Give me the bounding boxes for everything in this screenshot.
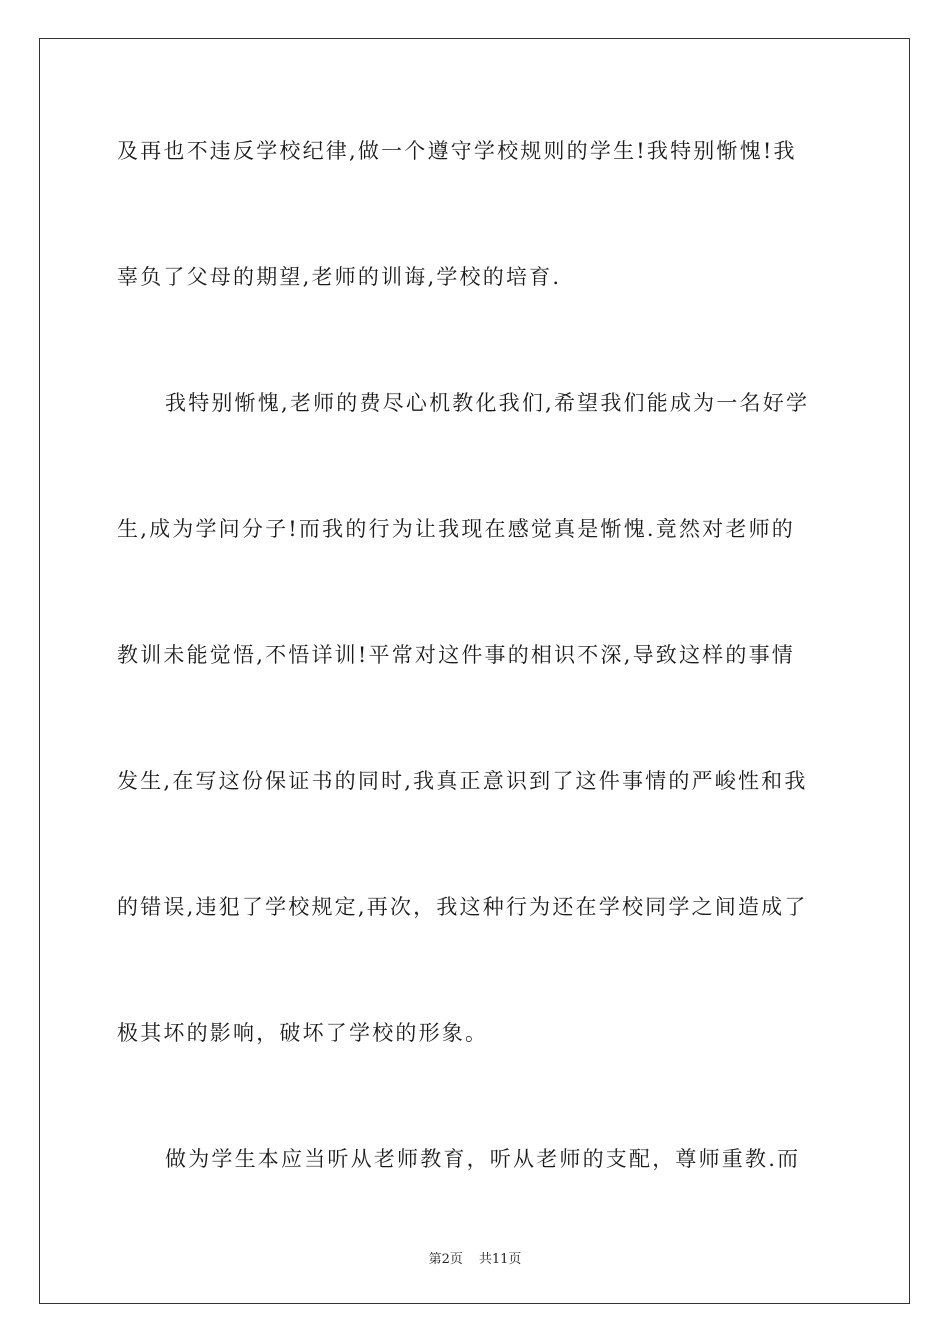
text-line: 生,成为学问分子!而我的行为让我现在感觉真是惭愧.竟然对老师的 bbox=[117, 517, 795, 541]
page-number: 第2页 bbox=[428, 1252, 463, 1267]
page-total: 共11页 bbox=[478, 1252, 522, 1267]
text-line: 教训未能觉悟,不悟详训!平常对这件事的相识不深,导致这样的事情 bbox=[117, 643, 795, 667]
paragraph-start-line: 我特别惭愧,老师的费尽心机教化我们,希望我们能成为一名好学 bbox=[165, 391, 810, 415]
text-line: 的错误,违犯了学校规定,再次，我这种行为还在学校同学之间造成了 bbox=[117, 895, 808, 919]
text-line: 极其坏的影响，破坏了学校的形象。 bbox=[117, 1021, 489, 1045]
text-line: 及再也不违反学校纪律,做一个遵守学校规则的学生!我特别惭愧!我 bbox=[117, 139, 797, 163]
text-line: 发生,在写这份保证书的同时,我真正意识到了这件事情的严峻性和我 bbox=[117, 769, 808, 793]
page-border bbox=[39, 38, 910, 1304]
text-line: 辜负了父母的期望,老师的训诲,学校的培育. bbox=[117, 265, 562, 289]
page-footer bbox=[0, 1248, 950, 1267]
paragraph-start-line: 做为学生本应当听从老师教育，听从老师的支配，尊师重教.而 bbox=[165, 1147, 801, 1171]
